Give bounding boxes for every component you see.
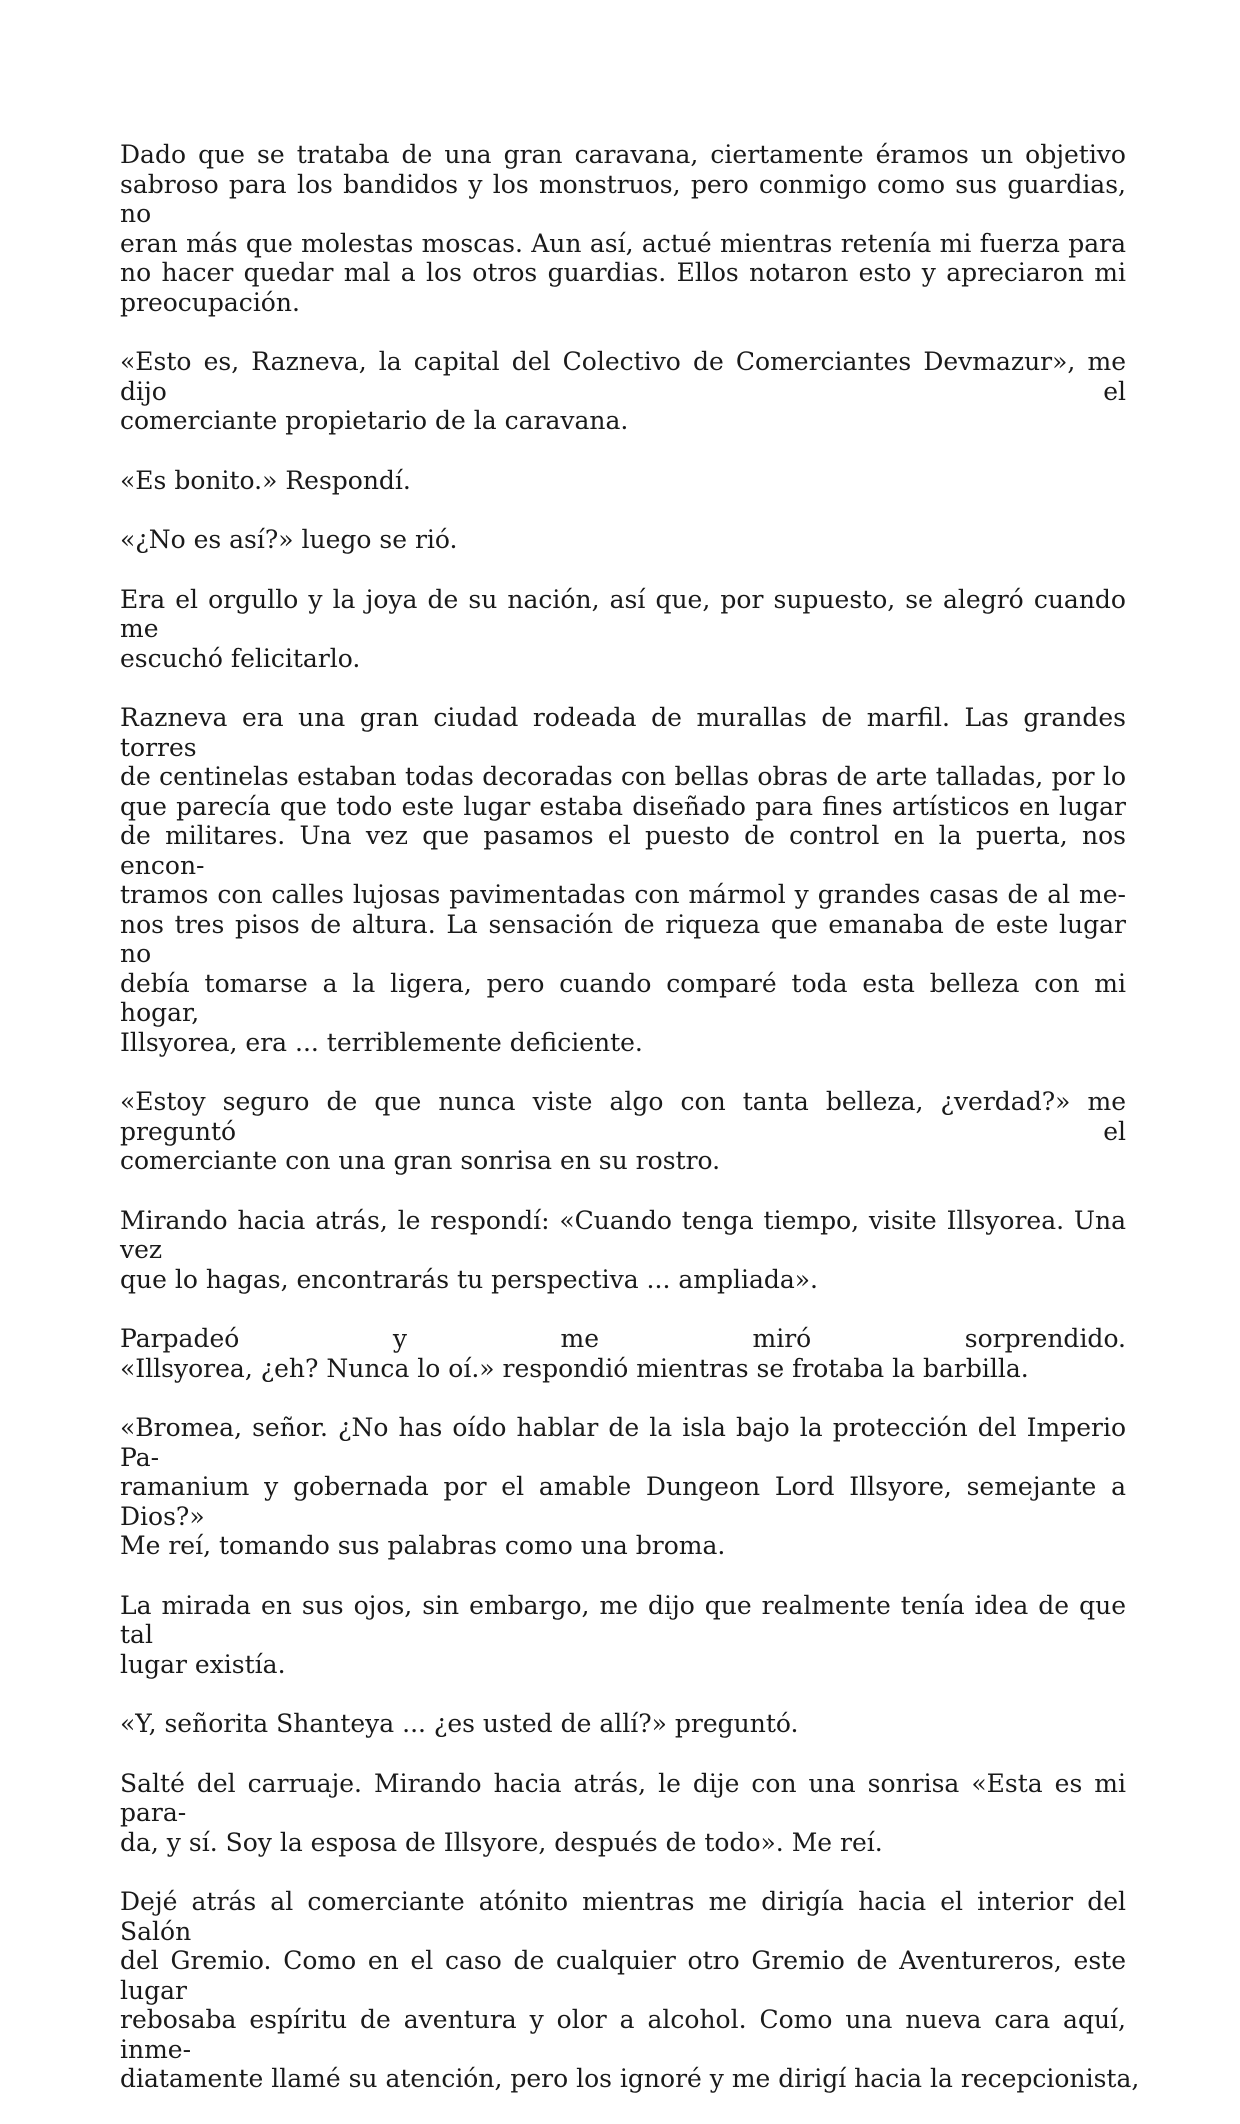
paragraph xyxy=(120,140,1126,317)
text-line: del Gremio. Como en el caso de cualquier otro Gremio de Aventureros, este lugar xyxy=(120,1946,1126,2005)
text-line: ramanium y gobernada por el amable Dungeon Lord Illsyore, semejante a Dios?» xyxy=(120,1472,1126,1531)
text-line: escuchó felicitarlo. xyxy=(120,643,361,673)
text-line: «Es bonito.» Respondí. xyxy=(120,465,411,495)
text-line: da, y sí. Soy la esposa de Illsyore, después de todo». Me reí. xyxy=(120,1827,883,1857)
paragraph xyxy=(120,1206,1126,1295)
text-line: Parpadeó y me miró sorprendido. xyxy=(120,1324,1126,1353)
text-line: Era el orgullo y la joya de su nación, así que, por supuesto, se alegró cuando me xyxy=(120,584,1126,643)
text-line: eran más que molestas moscas. Aun así, actué mientras retenía mi fuerza para xyxy=(120,228,1126,258)
paragraph xyxy=(120,347,1126,436)
paragraph xyxy=(120,1413,1126,1561)
paragraph xyxy=(120,1591,1126,1680)
paragraph xyxy=(120,1709,1126,1739)
text-line: sabroso para los bandidos y los monstruos, pero conmigo como sus guardias, no xyxy=(120,169,1126,228)
paragraph xyxy=(120,703,1126,1057)
text-line: no hacer quedar mal a los otros guardias. Ellos notaron esto y apreciaron mi xyxy=(120,258,1126,287)
paragraph xyxy=(120,1887,1140,2094)
paragraph xyxy=(120,466,1126,496)
text-line: «Illsyorea, ¿eh? Nunca lo oí.» respondió mientras se frotaba la barbilla. xyxy=(120,1353,1029,1383)
text-line: Me reí, tomando sus palabras como una broma. xyxy=(120,1531,726,1560)
text-line: «Esto es, Razneva, la capital del Colectivo de Comerciantes Devmazur», me dijo el xyxy=(120,347,1126,406)
paragraph xyxy=(120,1324,1126,1383)
paragraph xyxy=(120,585,1126,674)
paragraph xyxy=(120,1087,1126,1176)
text-line: que parecía que todo este lugar estaba diseñado para fines artísticos en lugar xyxy=(120,791,1126,821)
text-line: «Y, señorita Shanteya ... ¿es usted de allí?» preguntó. xyxy=(120,1709,799,1738)
text-line: debía tomarse a la ligera, pero cuando comparé toda esta belleza con mi hogar, xyxy=(120,968,1126,1027)
text-line: Illsyorea, era ... terriblemente deficiente. xyxy=(120,1027,643,1057)
text-line: «¿No es así?» luego se rió. xyxy=(120,525,458,554)
text-line: rebosaba espíritu de aventura y olor a alcohol. Como una nueva cara aquí, inme- xyxy=(120,2005,1126,2064)
text-line: Salté del carruaje. Mirando hacia atrás, le dije con una sonrisa «Esta es mi para- xyxy=(120,1768,1126,1827)
text-line: «Bromea, señor. ¿No has oído hablar de la isla bajo la protección del Imperio Pa- xyxy=(120,1413,1126,1472)
text-line: Dejé atrás al comerciante atónito mientras me dirigía hacia el interior del Salón xyxy=(120,1887,1126,1946)
text-line: diatamente llamé su atención, pero los ignoré y me dirigí hacia la recepcionista, xyxy=(120,2064,1140,2093)
text-line: tramos con calles lujosas pavimentadas con mármol y grandes casas de al me- xyxy=(120,880,1126,909)
paragraph xyxy=(120,1769,1126,1858)
text-line: comerciante con una gran sonrisa en su rostro. xyxy=(120,1146,721,1175)
text-line: La mirada en sus ojos, sin embargo, me dijo que realmente tenía idea de que tal xyxy=(120,1590,1126,1649)
paragraph xyxy=(120,525,1126,555)
text-line: lugar existía. xyxy=(120,1649,286,1679)
text-line: comerciante propietario de la caravana. xyxy=(120,406,629,435)
text-line: «Estoy seguro de que nunca viste algo con tanta belleza, ¿verdad?» me preguntó el xyxy=(120,1087,1126,1146)
text-line: Mirando hacia atrás, le respondí: «Cuando tenga tiempo, visite Illsyorea. Una vez xyxy=(120,1205,1126,1264)
document-page xyxy=(120,140,1140,2124)
text-line: Razneva era una gran ciudad rodeada de murallas de marfil. Las grandes torres xyxy=(120,703,1126,762)
text-line: preocupación. xyxy=(120,287,300,317)
text-line: nos tres pisos de altura. La sensación de riqueza que emanaba de este lugar no xyxy=(120,909,1126,968)
text-line: que lo hagas, encontrarás tu perspectiva ... ampliada». xyxy=(120,1264,818,1294)
text-line: de centinelas estaban todas decoradas con bellas obras de arte talladas, por lo xyxy=(120,762,1126,791)
text-line: de militares. Una vez que pasamos el puesto de control en la puerta, nos encon- xyxy=(120,821,1126,880)
text-line: Dado que se trataba de una gran caravana, ciertamente éramos un objetivo xyxy=(120,140,1126,169)
